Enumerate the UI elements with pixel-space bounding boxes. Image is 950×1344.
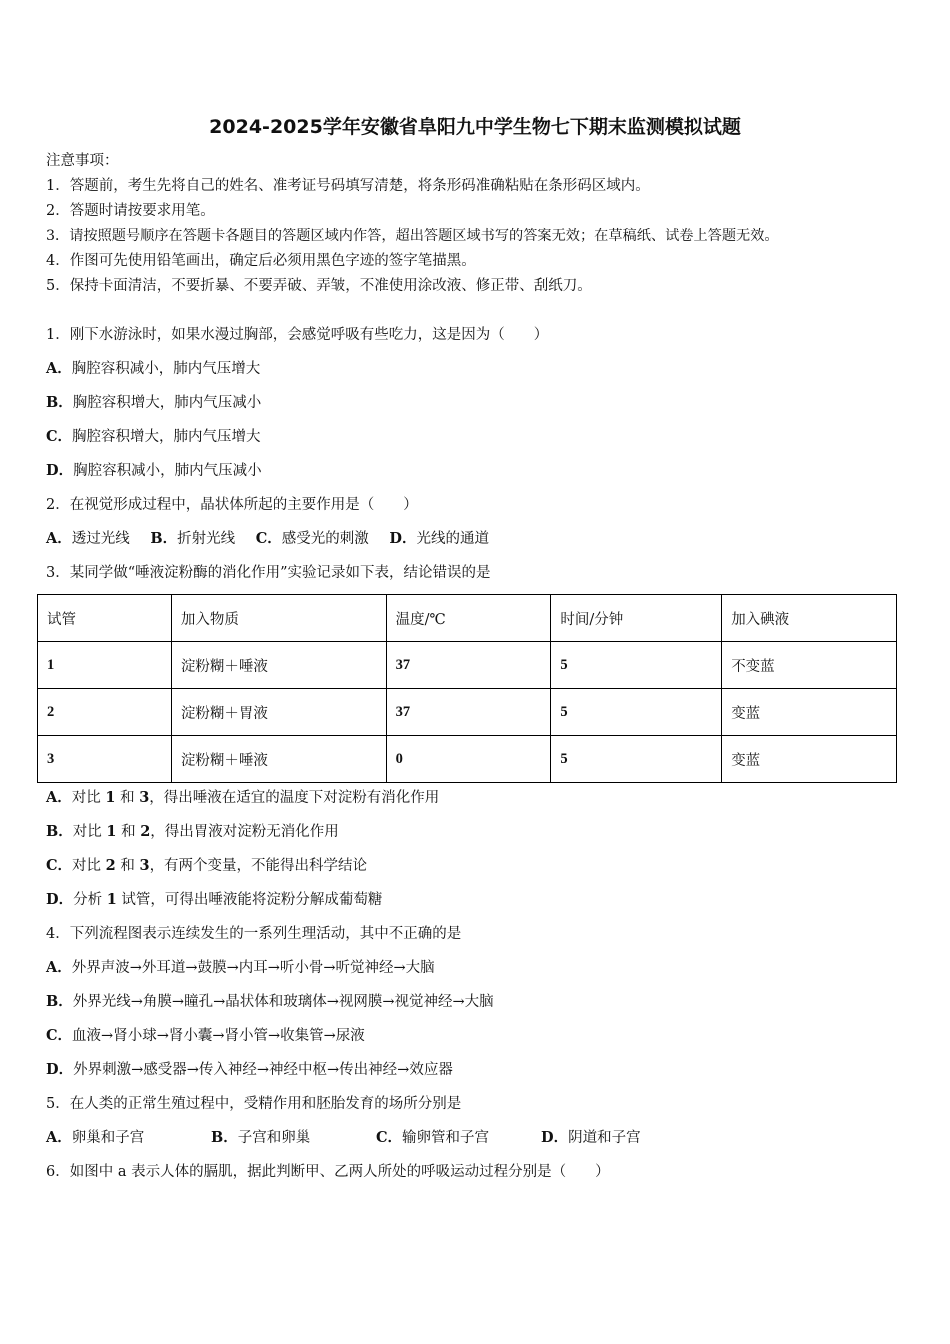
q2-options: [46, 529, 489, 549]
q5-option-b: B．子宫和卵巢: [211, 1129, 311, 1146]
q4-option-c: C．血液→肾小球→肾小囊→肾小管→收集管→尿液: [46, 1027, 365, 1044]
table-header-row: [38, 595, 897, 642]
page-title: 2024-2025学年安徽省阜阳九中学生物七下期末监测模拟试题: [209, 116, 741, 138]
q2-option-d: D．光线的通道: [389, 530, 489, 547]
table-cell: 淀粉糊＋唾液: [171, 736, 386, 783]
q1-option-d: D．胸腔容积减小，肺内气压减小: [46, 462, 262, 479]
q1-option-a: A．胸腔容积减小，肺内气压增大: [46, 360, 261, 377]
experiment-table: [37, 594, 897, 783]
q5-stem: 5．在人类的正常生殖过程中，受精作用和胚胎发育的场所分别是: [46, 1096, 462, 1112]
table-cell: 3: [38, 736, 172, 783]
table-cell: 5: [551, 736, 722, 783]
table-header-cell: 加入碘液: [722, 595, 897, 642]
q1-option-c: C．胸腔容积增大，肺内气压增大: [46, 428, 261, 445]
notice-item: 2．答题时请按要求用笔。: [46, 203, 215, 219]
table-cell: 37: [386, 689, 551, 736]
notice-item: 1．答题前，考生先将自己的姓名、准考证号码填写清楚，将条形码准确粘贴在条形码区域内。: [46, 178, 650, 194]
notice-item: 5．保持卡面清洁，不要折暴、不要弄破、弄皱，不准使用涂改液、修正带、刮纸刀。: [46, 278, 592, 294]
q2-stem: 2．在视觉形成过程中，晶状体所起的主要作用是（ ）: [46, 497, 418, 513]
q3-option-c: C．对比 2 和 3，有两个变量，不能得出科学结论: [46, 857, 368, 874]
table-header-cell: 时间/分钟: [551, 595, 722, 642]
notice-item: 3．请按照题号顺序在答题卡各题目的答题区域内作答，超出答题区域书写的答案无效；在草稿纸、试卷上答题无效。: [46, 228, 779, 244]
q2-option-a: A．透过光线: [46, 530, 130, 547]
table-header-cell: 试管: [38, 595, 172, 642]
table-row: [38, 736, 897, 783]
q4-option-a: A．外界声波→外耳道→鼓膜→内耳→听小骨→听觉神经→大脑: [46, 959, 435, 976]
table-row: [38, 642, 897, 689]
table-cell: 变蓝: [722, 689, 897, 736]
table-cell: 淀粉糊＋胃液: [171, 689, 386, 736]
q3-option-b: B．对比 1 和 2，得出胃液对淀粉无消化作用: [46, 823, 339, 840]
q5-option-a: A．卵巢和子宫: [46, 1129, 145, 1146]
q4-option-d: D．外界刺激→感受器→传入神经→神经中枢→传出神经→效应器: [46, 1061, 453, 1078]
q6-stem: 6．如图中 a 表示人体的膈肌，据此判断甲、乙两人所处的呼吸运动过程分别是（ ）: [46, 1164, 610, 1180]
table-header-cell: 温度/℃: [386, 595, 551, 642]
q2-option-c: C．感受光的刺激: [255, 530, 369, 547]
q3-option-d: D．分析 1 试管，可得出唾液能将淀粉分解成葡萄糖: [46, 891, 383, 908]
q5-options: [46, 1128, 641, 1148]
table-cell: 1: [38, 642, 172, 689]
table-cell: 淀粉糊＋唾液: [171, 642, 386, 689]
table-cell: 37: [386, 642, 551, 689]
q2-option-b: B．折射光线: [150, 530, 236, 547]
notice-heading: 注意事项：: [46, 153, 119, 169]
table-cell: 变蓝: [722, 736, 897, 783]
q4-stem: 4．下列流程图表示连续发生的一系列生理活动，其中不正确的是: [46, 926, 462, 942]
q5-option-c: C．输卵管和子宫: [376, 1129, 490, 1146]
table-cell: 5: [551, 642, 722, 689]
q3-option-a: A．对比 1 和 3，得出唾液在适宜的温度下对淀粉有消化作用: [46, 789, 440, 806]
q1-stem: 1．刚下水游泳时，如果水漫过胸部，会感觉呼吸有些吃力，这是因为（ ）: [46, 327, 549, 343]
q4-option-b: B．外界光线→角膜→瞳孔→晶状体和玻璃体→视网膜→视觉神经→大脑: [46, 993, 494, 1010]
table-cell: 5: [551, 689, 722, 736]
q1-option-b: B．胸腔容积增大，肺内气压减小: [46, 394, 262, 411]
q5-option-d: D．阴道和子宫: [541, 1129, 641, 1146]
table-cell: 2: [38, 689, 172, 736]
table-row: [38, 689, 897, 736]
table-header-cell: 加入物质: [171, 595, 386, 642]
notice-item: 4．作图可先使用铅笔画出，确定后必须用黑色字迹的签字笔描黑。: [46, 253, 476, 269]
table-cell: 不变蓝: [722, 642, 897, 689]
q3-stem: 3．某同学做“唾液淀粉酶的消化作用”实验记录如下表，结论错误的是: [46, 565, 491, 581]
table-cell: 0: [386, 736, 551, 783]
